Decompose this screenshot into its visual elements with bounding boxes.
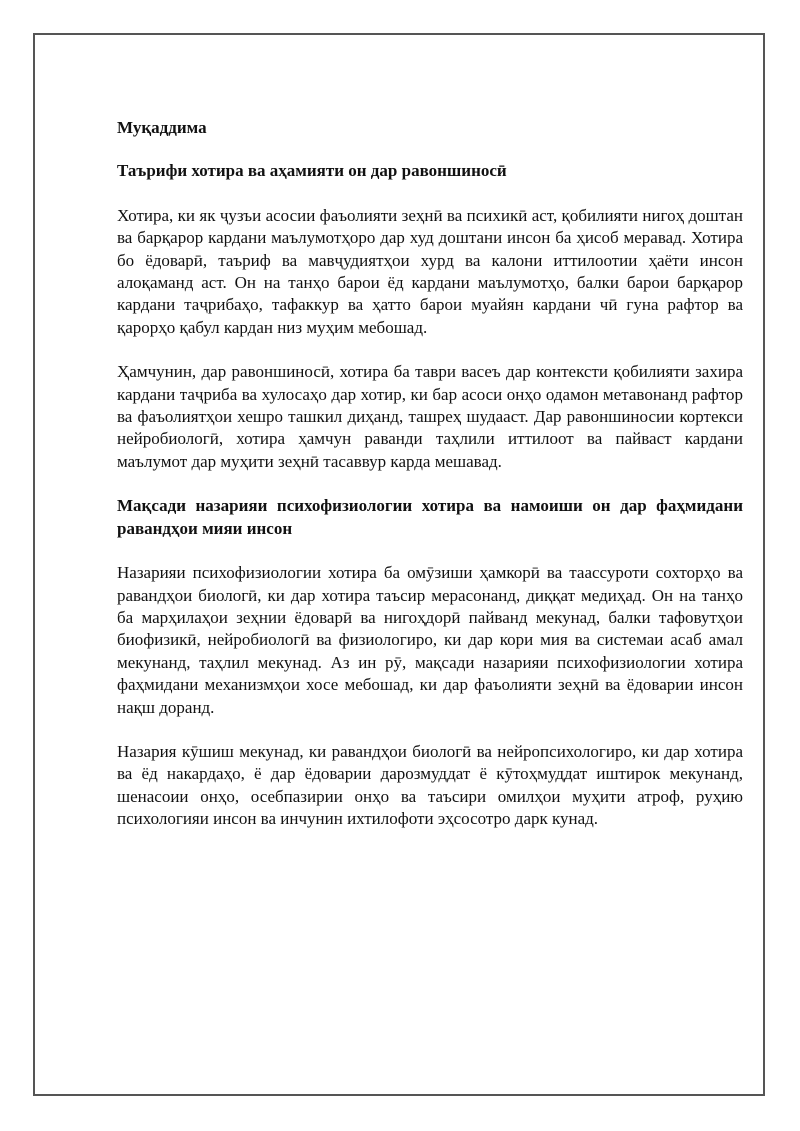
document-title: Муқаддима bbox=[117, 118, 207, 137]
paragraph: Ҳамчунин, дар равоншиносӣ, хотира ба таври васеъ дар контексти қобилияти захира кардани таҷриба ва хулосаҳо дар хотир, ки бар асоси онҳо одамон метавонанд рафтор ва фаъолиятҳои хешро ташкил диҳанд, ташреҳ шудааст. Дар равоншиносии кортекси нейробиологӣ, хотира ҳамчун раванди таҳлили иттилоот ва пайваст кардани маълумот дар муҳити зеҳнӣ тасаввур карда мешавад. bbox=[117, 362, 743, 471]
paragraph: Назарияи психофизиологии хотира ба омӯзиши ҳамкорӣ ва таассуроти сохторҳо ва равандҳои биологӣ, ки дар хотира таъсир мерасонанд, диққат медиҳад. Он на танҳо ба марҳилаҳои зеҳнии ёдоварӣ ва нигоҳдорӣ пайванд мекунад, балки тафовутҳои биофизикӣ, нейробиологӣ ва физиологиро, ки дар кори мия ва системаи асаб амал мекунанд, таҳлил мекунад. Аз ин рӯ, мақсади назарияи психофизиологии хотира фаҳмидани механизмҳои хосе мебошад, ки дар фаъолияти зеҳнӣ ва ёдоварии инсон нақш доранд. bbox=[117, 563, 743, 717]
paragraph: Назария кӯшиш мекунад, ки равандҳои биологӣ ва нейропсихологиро, ки дар хотира ва ёд накардаҳо, ё дар ёдоварии дарозмуддат ё кӯтоҳмуддат иштирок мекунанд, шенасоии онҳо, осебпазирии онҳо ва таъсири омилҳои муҳити атроф, руҳию психологияи инсон ва инчунин ихтилофоти эҳсосотро дарк кунад. bbox=[117, 741, 743, 829]
document-body bbox=[117, 117, 743, 853]
paragraph: Хотира, ки як ҷузъи асосии фаъолияти зеҳнӣ ва психикӣ аст, қобилияти нигоҳ доштан ва барқарор кардани маълумотҳоро дар худ доштани инсон ба ҳисоб меравад. Хотира бо ёдоварӣ, таъриф ва мавҷудиятҳои хурд ва калони иттилоотии ҳаёти инсон алоқаманд аст. Он на танҳо барои ёд кардани маълумотҳо, балки барои барқарор кардани таҷрибаҳо, тафаккур ва ҳатто барои муайян кардани чӣ гуна рафтор ва қарорҳо қабул кардан низ муҳим мебошад. bbox=[117, 205, 743, 337]
section-heading-definition: Таърифи хотира ва аҳамияти он дар равоншиносӣ bbox=[117, 161, 507, 181]
section-heading-purpose: Мақсади назарияи психофизиологии хотира ва намоиши он дар фаҳмидани равандҳои мияи инсон bbox=[117, 496, 743, 538]
